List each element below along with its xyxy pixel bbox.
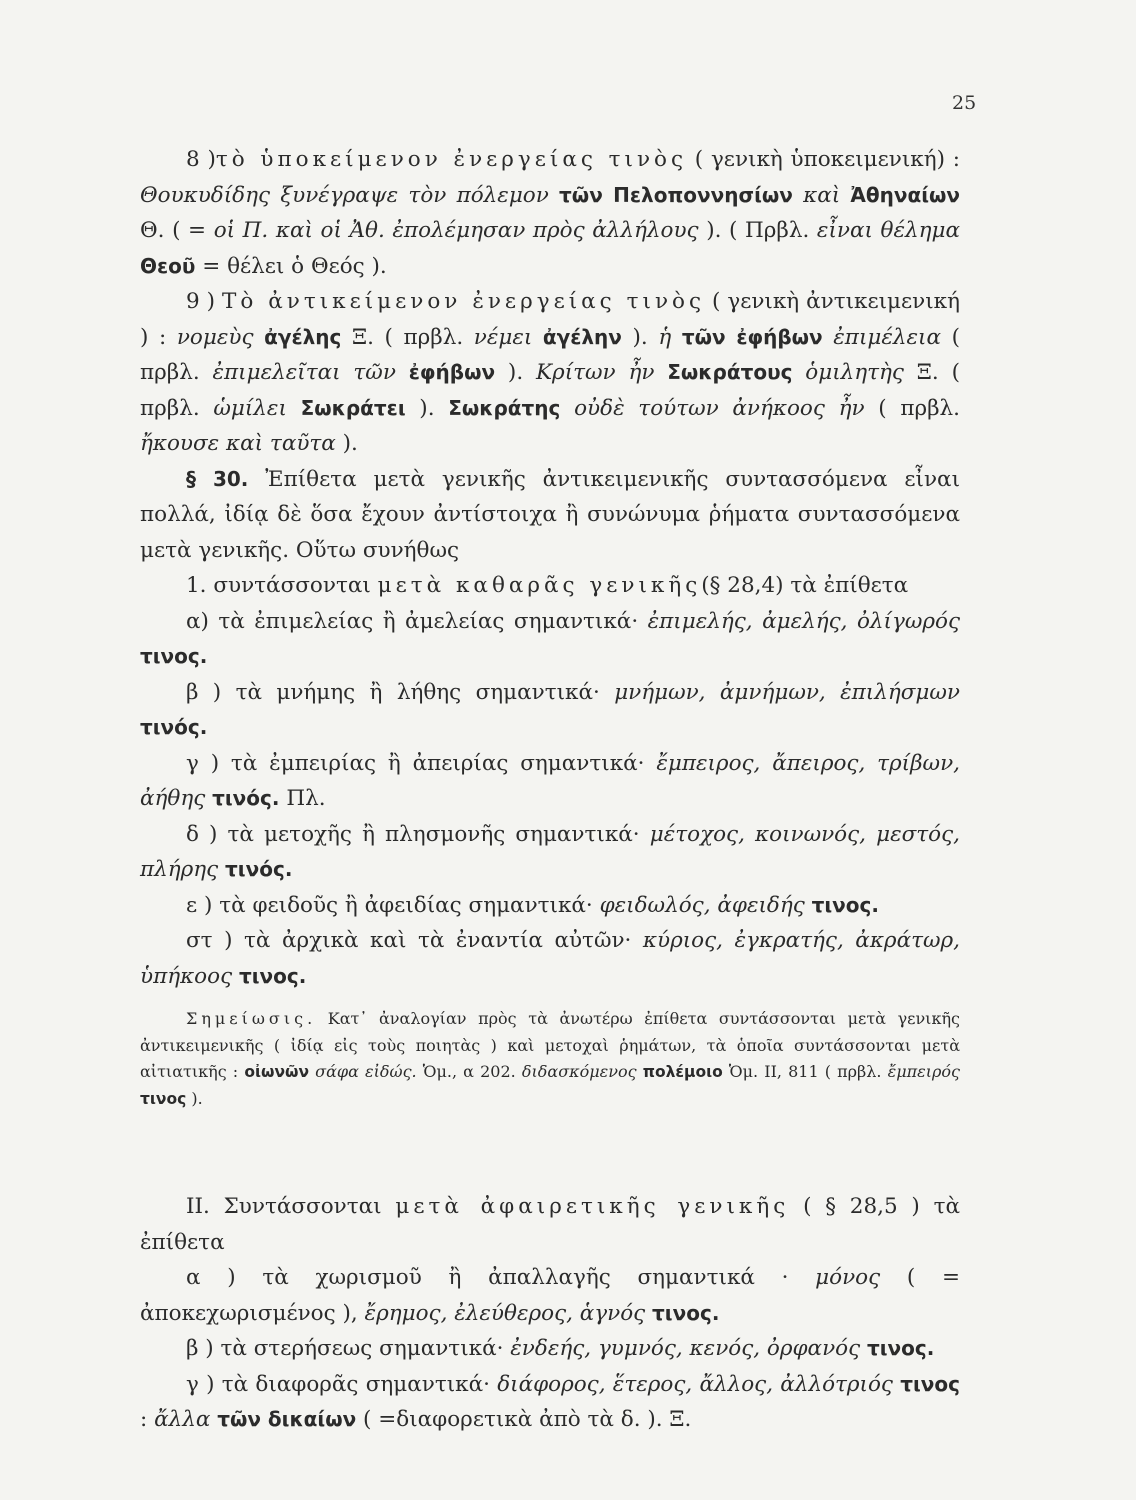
text-segment: : [140, 1407, 155, 1432]
text-segment: Θ. ( = [140, 218, 214, 243]
text-segment: = θέλει ὁ Θεός ). [195, 253, 387, 279]
text-segment: ( γενικὴ ἀντικειμενική ) : [140, 289, 960, 350]
text-segment: στ ) τὰ ἀρχικὰ καὶ τὰ ἐναντία αὐτῶν· [186, 928, 643, 953]
text-segment: διδασκόμενος [521, 1062, 643, 1081]
text-segment: μετὰ καθαρᾶς γενικῆς [377, 573, 702, 598]
text-segment: Τὸ ἀντικείμενον ἐνεργείας τινὸς [222, 289, 706, 314]
paragraph-item-9 [140, 284, 960, 462]
text-segment: δ ) τὰ μετοχῆς ἢ πλησμονῆς σημαντικά· [186, 821, 650, 847]
body-text [140, 142, 960, 1438]
text-segment: ἐνδεής, γυμνός, κενός, ὀρφανός [510, 1336, 867, 1361]
text-segment: ἄλλα [154, 1407, 218, 1432]
text-segment: οἰωνῶν [244, 1063, 310, 1081]
text-segment: ε ) τὰ φειδοῦς ἢ ἀφειδίας σημαντικά· [186, 892, 600, 918]
text-segment: ). ( Πρβλ. [698, 218, 817, 243]
text-segment: § 30. [186, 466, 249, 491]
paragraph-gap [140, 1134, 960, 1168]
paragraph-item-st [140, 923, 960, 994]
text-segment: ἀγέλην [542, 324, 622, 349]
text-segment: οὐδὲ τούτων ἀνήκοος ἦν [560, 395, 865, 421]
text-segment: ). [495, 360, 536, 385]
text-segment: κύριος, ἐγκρατής, ἀκράτωρ, ὑπήκοος [140, 928, 960, 989]
text-segment: α) τὰ ἐπιμελείας ἢ ἀμελείας σημαντικά· [186, 608, 648, 634]
text-segment: Ὁμ., α 202. [416, 1062, 522, 1081]
text-segment: οἱ Π. καὶ οἱ Ἀθ. ἐπολέμησαν πρὸς ἀλλήλους [213, 218, 699, 243]
text-segment: ἐπιμέλεια [822, 324, 941, 350]
page-number: 25 [952, 92, 977, 114]
text-segment: 8 ) [186, 147, 216, 172]
text-segment: ἔμπειρος, ἄπειρος, τρίβων, ἀήθης [140, 750, 960, 811]
text-segment: Ἀθηναίων [850, 182, 961, 207]
text-segment: ἐπιμελής, ἀμελής, ὀλίγωρός [647, 608, 960, 634]
text-segment: Σωκράτει [300, 395, 406, 420]
text-segment: τῶν δικαίων [217, 1407, 357, 1431]
text-segment: ( = ἀποκεχωρισμένος ), [140, 1265, 960, 1326]
text-segment: ( πρβλ. [140, 324, 960, 385]
text-segment: διάφορος, ἕτερος, ἄλλος, ἀλλότριός [497, 1371, 901, 1397]
text-segment: Θεοῦ [140, 253, 196, 278]
text-segment: II. Συντάσσονται [186, 1194, 396, 1219]
text-segment: μέτοχος, κοινωνός, μεστός, πλήρης [140, 821, 961, 882]
paragraph-item-g [140, 746, 960, 817]
text-segment: τινός. [140, 715, 208, 739]
text-segment: τινος. [652, 1300, 720, 1325]
paragraph-section-30 [140, 462, 960, 569]
text-segment: καὶ [792, 182, 851, 208]
paragraph-rule-1 [140, 568, 960, 604]
text-segment: τινος. [238, 963, 307, 988]
text-segment: Ξ. ( πρβλ. [140, 360, 960, 421]
text-segment: εἶναι θέλημα [816, 218, 960, 243]
paragraph-item-2a [140, 1260, 960, 1331]
text-segment: νομεὺς [176, 324, 265, 350]
text-segment: μνήμων, ἀμνήμων, ἐπιλήσμων [614, 679, 960, 705]
text-segment: Θουκυδίδης ξυνέγραψε τὸν πόλεμον [140, 182, 560, 208]
text-segment: ( γενικὴ ὑποκειμενική) : [687, 147, 960, 172]
text-segment: γ ) τὰ διαφορᾶς σημαντικά· [186, 1371, 498, 1397]
paragraph-item-2g [140, 1367, 960, 1438]
text-segment: 9 ) [186, 289, 222, 314]
text-segment: ). [621, 324, 659, 350]
text-segment: Ἐπίθετα μετὰ γενικῆς ἀντικειμενικῆς συντασσόμενα εἶναι πολλά, ἰδίᾳ δὲ ὅσα ἔχουν ἀντίστοιχα ἢ συνώνυμα ῥήματα συντασσόμενα μετὰ γενικῆς. Οὕτω συνήθως [140, 466, 960, 563]
text-segment: ). [405, 395, 449, 421]
text-segment: ). [335, 431, 358, 456]
text-segment: Σωκράτης [448, 395, 561, 420]
text-segment: ἔμπειρός [887, 1062, 961, 1081]
text-segment: ἔρημος, ἐλεύθερος, ἁγνός [364, 1300, 653, 1326]
paragraph-note [140, 1006, 960, 1112]
text-segment: ἐπιμελεῖται τῶν [212, 360, 409, 385]
text-segment: πολέμοιο [642, 1063, 723, 1081]
text-segment: ἤκουσε καὶ ταῦτα [140, 431, 336, 456]
text-segment: Σωκράτους [667, 360, 793, 384]
text-segment: β ) τὰ στερήσεως σημαντικά· [186, 1336, 511, 1361]
text-segment: τῶν Πελοποννησίων [559, 182, 793, 207]
text-segment: τινος. [811, 892, 879, 917]
paragraph-item-2b [140, 1331, 960, 1367]
text-segment: γ ) τὰ ἐμπειρίας ἢ ἀπειρίας σημαντικά· [186, 750, 657, 776]
text-segment: τινος [900, 1371, 960, 1396]
text-segment: Ξ. ( πρβλ. [341, 324, 474, 350]
text-segment: μετὰ ἀφαιρετικῆς γενικῆς [395, 1194, 790, 1219]
text-segment: ἐφήβων [408, 360, 496, 384]
paragraph-item-b [140, 675, 960, 746]
paragraph-rule-II [140, 1189, 960, 1260]
text-segment: τινός. [212, 786, 280, 810]
text-segment: σάφα εἰδώς. [309, 1062, 417, 1081]
text-segment: Πλ. [279, 786, 326, 811]
text-segment: τὸ ὑποκείμενον ἐνεργείας τινὸς [215, 147, 688, 172]
paragraph-item-8 [140, 142, 960, 284]
paragraph-item-e [140, 888, 960, 924]
text-segment: Σημείωσις. [186, 1009, 317, 1028]
text-segment: μόνος [815, 1265, 881, 1290]
text-segment: 1. συντάσσονται [186, 573, 378, 598]
text-segment: τινος [140, 1089, 187, 1108]
text-segment: ἀγέλης [264, 324, 342, 349]
paragraph-item-d [140, 817, 960, 888]
text-segment: Ὁμ. II, 811 ( πρβλ. [722, 1062, 888, 1081]
text-segment: Κατ᾽ ἀναλογίαν πρὸς τὰ ἀνωτέρω ἐπίθετα συντάσσονται μετὰ γενικῆς ἀντικειμενικῆς ( ἰδίᾳ εἰς τοὺς ποιητὰς ) καὶ μετοχαὶ ῥημάτων, τὰ ὁποῖα συντάσσονται μετὰ αἰτιατικῆς : [140, 1009, 960, 1081]
text-segment: ὡμίλει [213, 395, 301, 421]
text-segment: ). [186, 1088, 203, 1108]
text-segment: τινός. [225, 857, 293, 881]
text-segment: ἡ [658, 324, 682, 350]
text-segment: ( =διαφορετικὰ ἀπὸ τὰ δ. ). Ξ. [356, 1407, 692, 1432]
text-segment: α ) τὰ χωρισμοῦ ἢ ἀπαλλαγῆς σημαντικά · [186, 1265, 816, 1290]
text-segment: φειδωλός, ἀφειδής [599, 892, 812, 918]
text-segment: νέμει [473, 324, 543, 350]
text-segment: τῶν ἐφήβων [681, 324, 823, 349]
text-segment: τινος. [140, 644, 208, 668]
text-segment: ὁμιλητὴς [792, 360, 904, 385]
text-segment: ( § 28,5 ) τὰ ἐπίθετα [140, 1194, 961, 1255]
text-segment: β ) τὰ μνήμης ἢ λήθης σημαντικά· [186, 679, 615, 705]
paragraph-item-a [140, 604, 960, 675]
text-segment: ( πρβλ. [864, 395, 961, 421]
text-segment: τινος. [866, 1336, 935, 1360]
text-segment: Κρίτων ἦν [536, 360, 668, 385]
text-segment: (§ 28,4) τὰ ἐπίθετα [701, 573, 909, 598]
